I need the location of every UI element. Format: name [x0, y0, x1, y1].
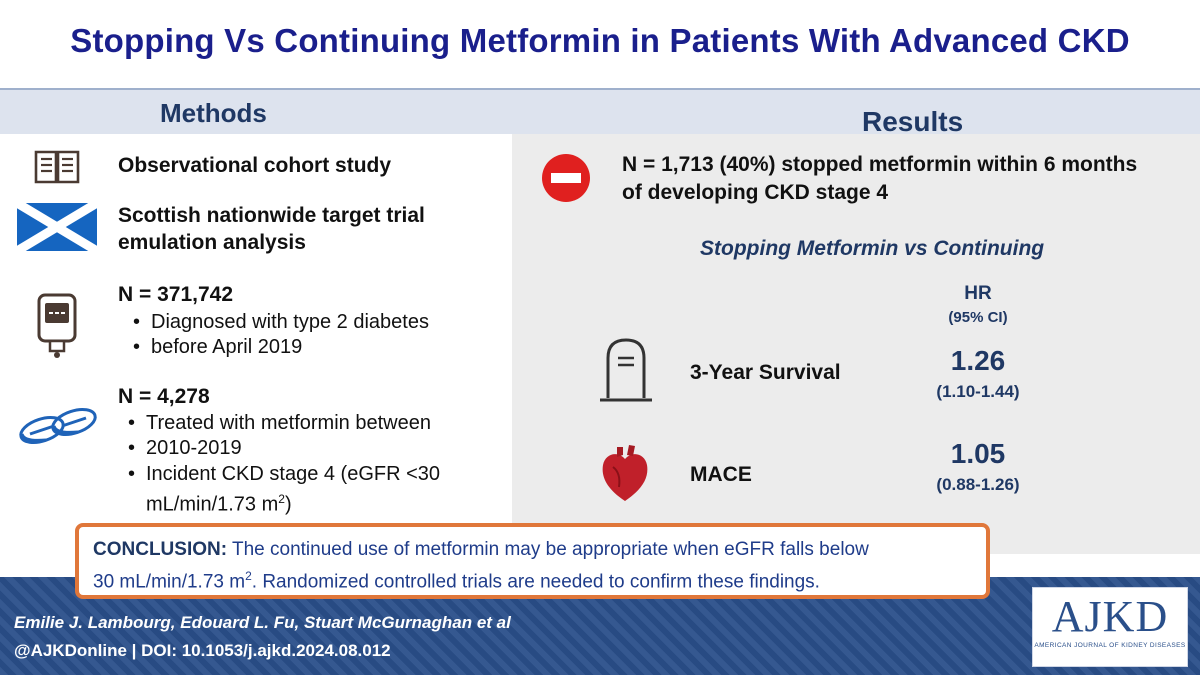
cohort-n2: N = 4,278	[118, 385, 210, 408]
conclusion-text-2: 30 mL/min/1.73 m	[93, 571, 246, 593]
scotland-flag-icon	[17, 203, 97, 251]
ajkd-logo	[1032, 587, 1188, 667]
hr-mace: 1.05	[950, 438, 1006, 469]
cohort-n1: N = 371,742	[118, 283, 234, 306]
glucometer-icon	[37, 293, 77, 361]
stopped-line-1: N = 1,713 (40%) stopped metformin within 6 months	[622, 153, 1138, 176]
conclusion-text-3: . Randomized controlled trials are needed to confirm these findings.	[251, 571, 820, 593]
conclusion-label: CONCLUSION:	[93, 539, 228, 560]
pills-icon	[16, 400, 100, 448]
hr-header: HR	[964, 283, 992, 304]
results-heading: Results	[862, 106, 964, 137]
conclusion-text-1: The continued use of metformin may be appropriate when eGFR falls below	[227, 539, 869, 560]
heart-icon	[599, 443, 651, 503]
n2-bullet2-line-2-sup: 2	[278, 492, 285, 506]
ci-survival: (1.10-1.44)	[936, 382, 1020, 401]
ci-header: (95% CI)	[948, 309, 1008, 326]
gravestone-icon	[598, 336, 654, 406]
doi-handle: @AJKDonline | DOI: 10.1053/j.ajkd.2024.08.012	[14, 641, 391, 660]
n2-bullet2-line-1: • Incident CKD stage 4 (eGFR <30	[146, 462, 440, 487]
n2-bullet2-line-2-text: mL/min/1.73 m	[146, 493, 279, 516]
n1-bullet-line-2: • before April 2019	[151, 335, 302, 360]
hr-survival: 1.26	[950, 345, 1006, 376]
analysis-line-1: Scottish nationwide target trial	[118, 204, 425, 227]
book-icon	[33, 148, 81, 186]
n2-bullet2-line-2	[146, 487, 292, 518]
n2-bullet1-line-2: • 2010-2019	[146, 436, 242, 461]
stopped-line-2: of developing CKD stage 4	[622, 181, 889, 204]
logo-subtitle: AMERICAN JOURNAL OF KIDNEY DISEASES	[1034, 642, 1186, 649]
page-title: Stopping Vs Continuing Metformin in Patients With Advanced CKD	[70, 22, 1130, 59]
methods-heading: Methods	[160, 98, 267, 128]
n2-bullet2-line-2-end: )	[284, 493, 292, 516]
stop-sign-icon	[541, 153, 591, 203]
study-type: Observational cohort study	[118, 154, 392, 177]
comparison-subtitle: Stopping Metformin vs Continuing	[700, 237, 1045, 260]
conclusion-box	[75, 523, 990, 599]
outcome-mace: MACE	[690, 463, 752, 486]
authors: Emilie J. Lambourg, Edouard L. Fu, Stuart McGurnaghan et al	[14, 613, 511, 632]
outcome-survival: 3-Year Survival	[690, 361, 841, 384]
n2-bullet1-line-1: • Treated with metformin between	[146, 411, 431, 436]
ci-mace: (0.88-1.26)	[936, 475, 1020, 494]
analysis-line-2: emulation analysis	[118, 231, 306, 254]
conclusion-sup: 2	[245, 569, 252, 583]
n1-bullet-line-1: • Diagnosed with type 2 diabetes	[151, 310, 429, 335]
logo-main-text: AJKD	[1051, 592, 1169, 641]
